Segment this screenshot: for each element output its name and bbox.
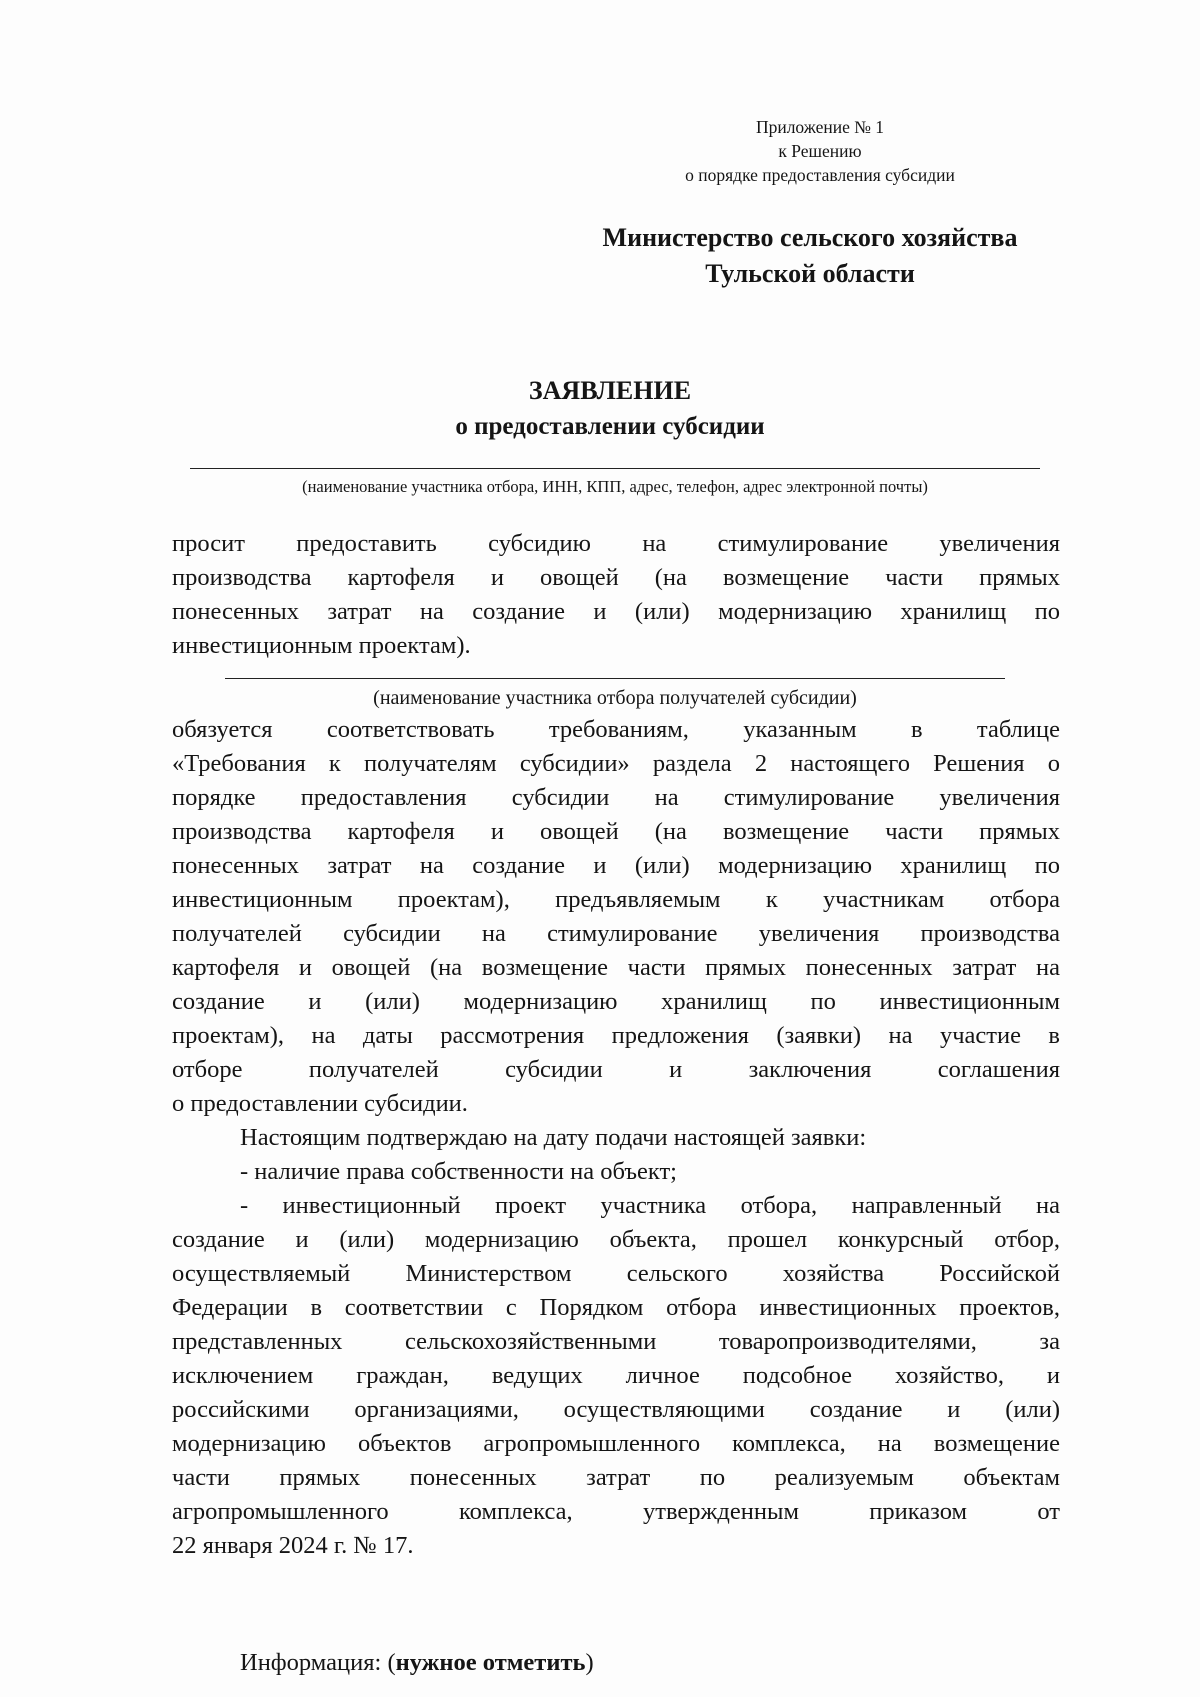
paragraph2-line: создание и (или) модернизацию хранилищ по инвестиционным (172, 988, 1060, 1015)
document-subtitle: о предоставлении субсидии (455, 413, 765, 440)
confirm-item-ownership: - наличие права собственности на объект; (240, 1158, 677, 1185)
paragraph1-line: производства картофеля и овощей (на возмещение части прямых (172, 564, 1060, 591)
confirm-intro: Настоящим подтверждаю на дату подачи настоящей заявки: (240, 1124, 867, 1151)
paragraph2-line: обязуется соответствовать требованиям, указанным в таблице (172, 716, 1060, 743)
recipient-caption: (наименование участника отбора получателей субсидии) (373, 687, 857, 709)
confirm-item-project-line: создание и (или) модернизацию объекта, прошел конкурсный отбор, (172, 1226, 1060, 1253)
paragraph1-line: просит предоставить субсидию на стимулирование увеличения (172, 530, 1060, 557)
document-title: ЗАЯВЛЕНИЕ (528, 376, 692, 405)
info-close: ) (585, 1649, 594, 1676)
annex-line-3: о порядке предоставления субсидии (685, 165, 955, 185)
ministry-line-1: Министерство сельского хозяйства (602, 223, 1018, 252)
annex-header (620, 115, 1020, 187)
confirm-item-project-line: российскими организациями, осуществляющими создание и (или) (172, 1396, 1060, 1423)
info-label: Информация: ( (240, 1649, 396, 1676)
confirm-item-project-line: части прямых понесенных затрат по реализуемым объектам (172, 1464, 1060, 1491)
paragraph2-line: получателей субсидии на стимулирование увеличения производства (172, 920, 1060, 947)
confirm-item-project-line: представленных сельскохозяйственными товаропроизводителями, за (172, 1328, 1060, 1355)
paragraph1-line: инвестиционным проектам). (172, 632, 471, 659)
confirm-item-project-line: модернизацию объектов агропромышленного комплекса, на возмещение (172, 1430, 1060, 1457)
info-line (240, 1646, 594, 1680)
info-instruction: нужное отметить (395, 1649, 586, 1676)
recipient-fill-line (225, 678, 1005, 679)
paragraph2-line: картофеля и овощей (на возмещение части прямых понесенных затрат на (172, 954, 1060, 981)
paragraph2-line: о предоставлении субсидии. (172, 1090, 468, 1117)
confirm-item-project-line: 22 января 2024 г. № 17. (172, 1532, 414, 1559)
paragraph2-line: отборе получателей субсидии и заключения соглашения (172, 1056, 1060, 1083)
confirm-item-project-line: исключением граждан, ведущих личное подсобное хозяйство, и (172, 1362, 1060, 1389)
ministry-line-2: Тульской области (705, 259, 915, 288)
confirm-item-project-line: - инвестиционный проект участника отбора, направленный на (240, 1192, 1060, 1219)
paragraph2-line: «Требования к получателям субсидии» раздела 2 настоящего Решения о (172, 750, 1060, 777)
paragraph2-line: производства картофеля и овощей (на возмещение части прямых (172, 818, 1060, 845)
paragraph2-line: порядке предоставления субсидии на стимулирование увеличения (172, 784, 1060, 811)
applicant-caption: (наименование участника отбора, ИНН, КПП, адрес, телефон, адрес электронной почты) (302, 477, 928, 496)
annex-line-2: к Решению (778, 141, 862, 161)
annex-line-1: Приложение № 1 (755, 117, 885, 137)
addressee-block (560, 220, 1060, 292)
paragraph1-line: понесенных затрат на создание и (или) модернизацию хранилищ по (172, 598, 1060, 625)
confirm-item-project-line: агропромышленного комплекса, утвержденным приказом от (172, 1498, 1060, 1525)
paragraph2-line: инвестиционным проектам), предъявляемым к участникам отбора (172, 886, 1060, 913)
paragraph2-line: проектам), на даты рассмотрения предложения (заявки) на участие в (172, 1022, 1060, 1049)
confirm-item-project-line: Федерации в соответствии с Порядком отбора инвестиционных проектов, (172, 1294, 1060, 1321)
applicant-fill-line (190, 468, 1040, 469)
paragraph2-line: понесенных затрат на создание и (или) модернизацию хранилищ по (172, 852, 1060, 879)
confirm-item-project-line: осуществляемый Министерством сельского хозяйства Российской (172, 1260, 1060, 1287)
